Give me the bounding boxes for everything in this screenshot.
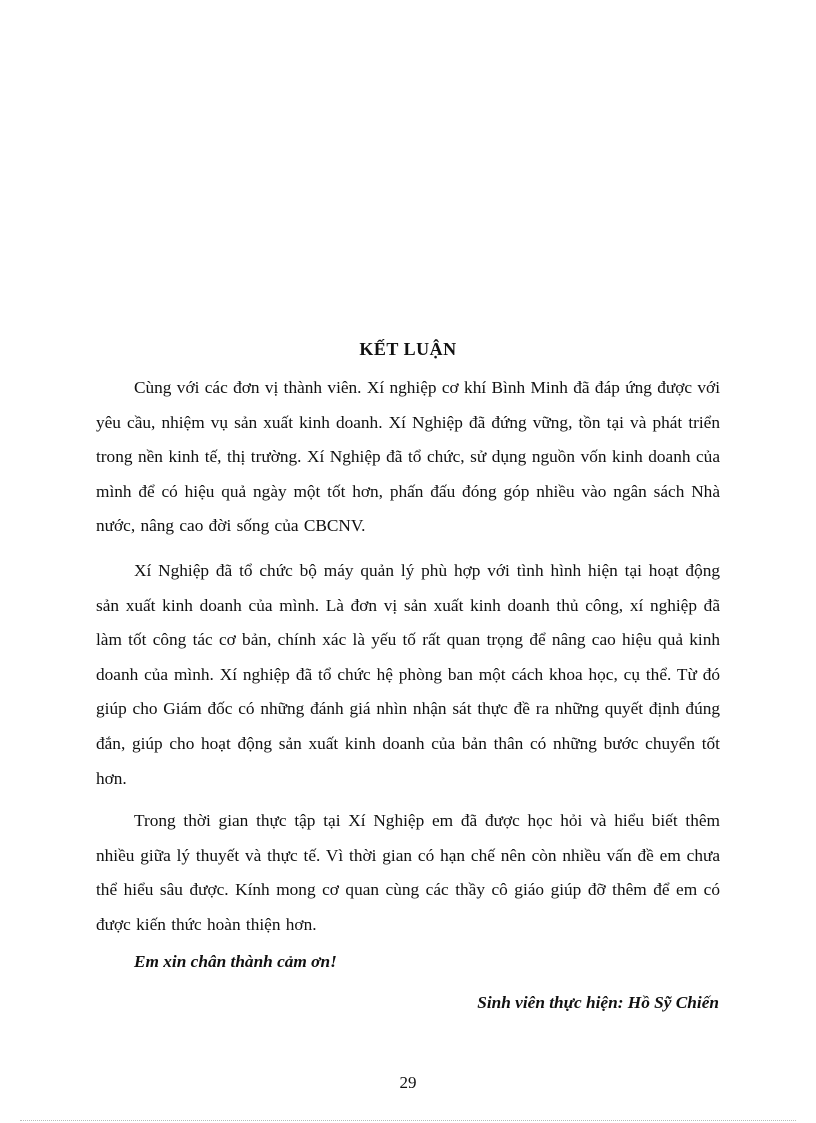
paragraph-1: Cùng với các đơn vị thành viên. Xí nghiệp cơ khí Bình Minh đã đáp ứng được với yêu cầu, nhiệm vụ sản xuất kinh doanh. Xí Nghiệp đã đứng vững, tồn tại và phát triển trong nền kinh tế, thị trường. Xí Nghiệp đã tổ chức, sử dụng nguồn vốn kinh doanh của mình để có hiệu quả ngày một tốt hơn, phấn đấu đóng góp nhiều vào ngân sách Nhà nước, nâng cao đời sống của CBCNV. <box>96 378 720 536</box>
page-number: 29 <box>399 1073 417 1092</box>
bottom-divider <box>20 1120 796 1121</box>
page-title: KẾT LUẬN <box>359 339 457 359</box>
paragraph-2: Xí Nghiệp đã tổ chức bộ máy quản lý phù hợp với tình hình hiện tại hoạt động sản xuất kinh doanh của mình. Là đơn vị sản xuất kinh doanh thủ công, xí nghiệp đã làm tốt công tác cơ bản, chính xác là yếu tố rất quan trọng để nâng cao hiệu quả kinh doanh của mình. Xí nghiệp đã tổ chức hệ phòng ban một cách khoa học, cụ thể. Từ đó giúp cho Giám đốc có những đánh giá nhìn nhận sát thực đề ra những quyết định đúng đắn, giúp cho hoạt động sản xuất kinh doanh của bản thân có những bước chuyển tốt hơn. <box>96 561 720 788</box>
thanks-line: Em xin chân thành cảm ơn! <box>134 952 337 971</box>
paragraph-3: Trong thời gian thực tập tại Xí Nghiệp em đã được học hỏi và hiểu biết thêm nhiều giữa lý thuyết và thực tế. Vì thời gian có hạn chế nên còn nhiều vấn đề em chưa thể hiểu sâu được. Kính mong cơ quan cùng các thầy cô giáo giúp đỡ thêm để em có được kiến thức hoàn thiện hơn. <box>96 811 720 934</box>
student-signature: Sinh viên thực hiện: Hồ Sỹ Chiến <box>477 993 719 1012</box>
